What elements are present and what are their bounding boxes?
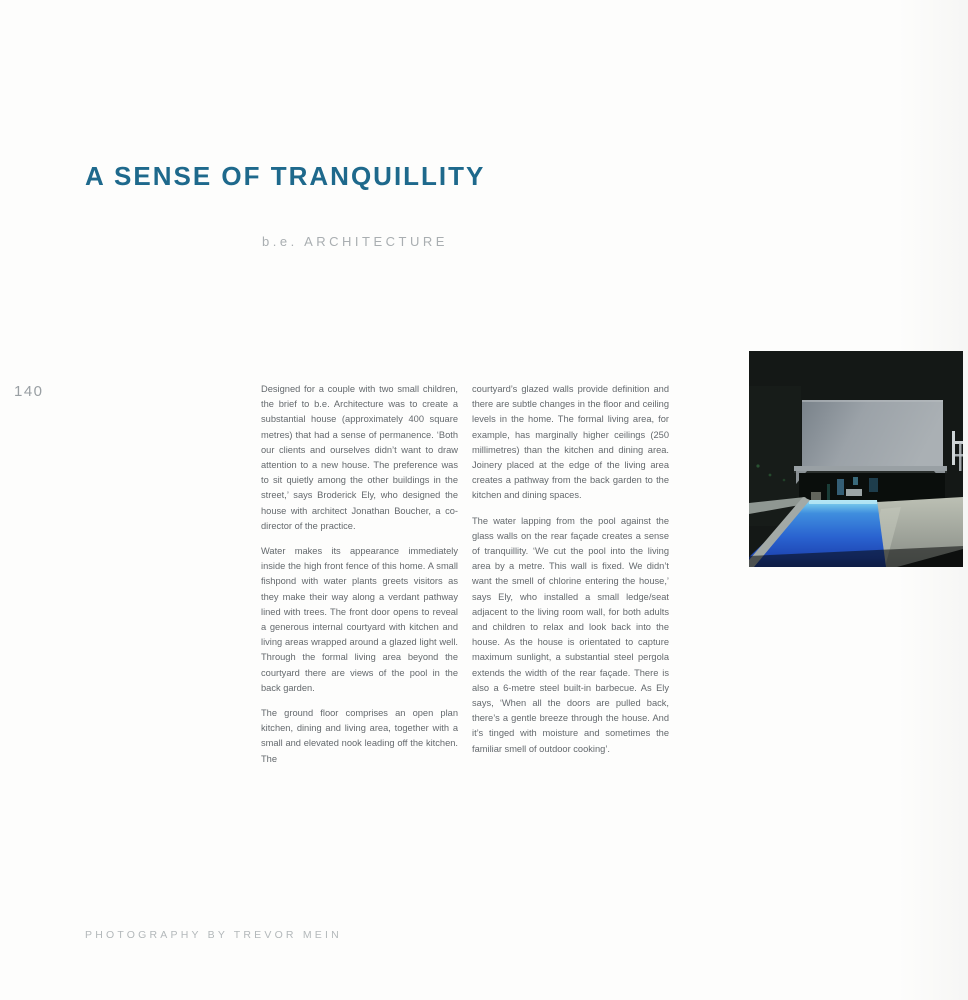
page-title: A SENSE OF TRANQUILLITY	[85, 161, 486, 191]
white-rail	[952, 431, 955, 465]
photo-credit: PHOTOGRAPHY BY TREVOR MEIN	[85, 929, 342, 941]
house-facade	[802, 400, 943, 468]
paragraph: Water makes its appearance immediately inside the high front fence of this home. A small fishpond with water plants greets visitors as they make their way along a verdant pathway lined with trees. The front door opens to reveal a generous internal courtyard with kitchen and living areas wrapped around a glazed light well. Through the formal living area beyond the courtyard there are views of the pool in the back garden.	[261, 546, 458, 693]
house-photo	[749, 351, 963, 567]
paragraph: The water lapping from the pool against the glass walls on the rear façade creates a sense of tranquillity. ‘We cut the pool into the living area by a metre. This wall is fixed. We didn’t want the smell of chlorine entering the house,’ says Ely, who installed a small ledge/seat adjacent to the living room wall, for both adults and children to relax and look back into the house. As the house is orientated to capture maximum sunlight, a substantial steel pergola extends the width of the rear façade. There is also a 6-metre steel built-in barbecue. As Ely says, ‘When all the doors are pulled back, there’s a gentle breeze through the house. And it’s tinged with moisture and sometimes the familiar smell of outdoor cooking’.	[472, 515, 669, 754]
studio-name: b.e. ARCHITECTURE	[262, 234, 448, 249]
column-left	[261, 382, 458, 767]
awning	[794, 466, 947, 471]
column-right	[472, 382, 669, 767]
paragraph: The ground floor comprises an open plan kitchen, dining and living area, together with a small and elevated nook leading off the kitchen. The	[261, 708, 458, 764]
page-number: 140	[14, 383, 44, 400]
paragraph: Designed for a couple with two small children, the brief to b.e. Architecture was to create a substantial house (approximately 400 square metres) that had a sense of permanence. ‘Both our clients and ourselves didn’t want to draw attention to a new house. The preference was to sit quietly among the other buildings in the street,’ says Broderick Ely, who designed the house with architect Jonathan Boucher, a co-director of the practice.	[261, 384, 458, 531]
paragraph: courtyard’s glazed walls provide definition and there are subtle changes in the floor and ceiling levels in the home. The formal living area, for example, has marginally higher ceilings (250 millimetres) than the kitchen and dining area. Joinery placed at the edge of the living area creates a pathway from the back garden to the kitchen and dining spaces.	[472, 384, 669, 501]
article-body	[261, 382, 669, 767]
house-photo-illustration	[749, 351, 963, 567]
